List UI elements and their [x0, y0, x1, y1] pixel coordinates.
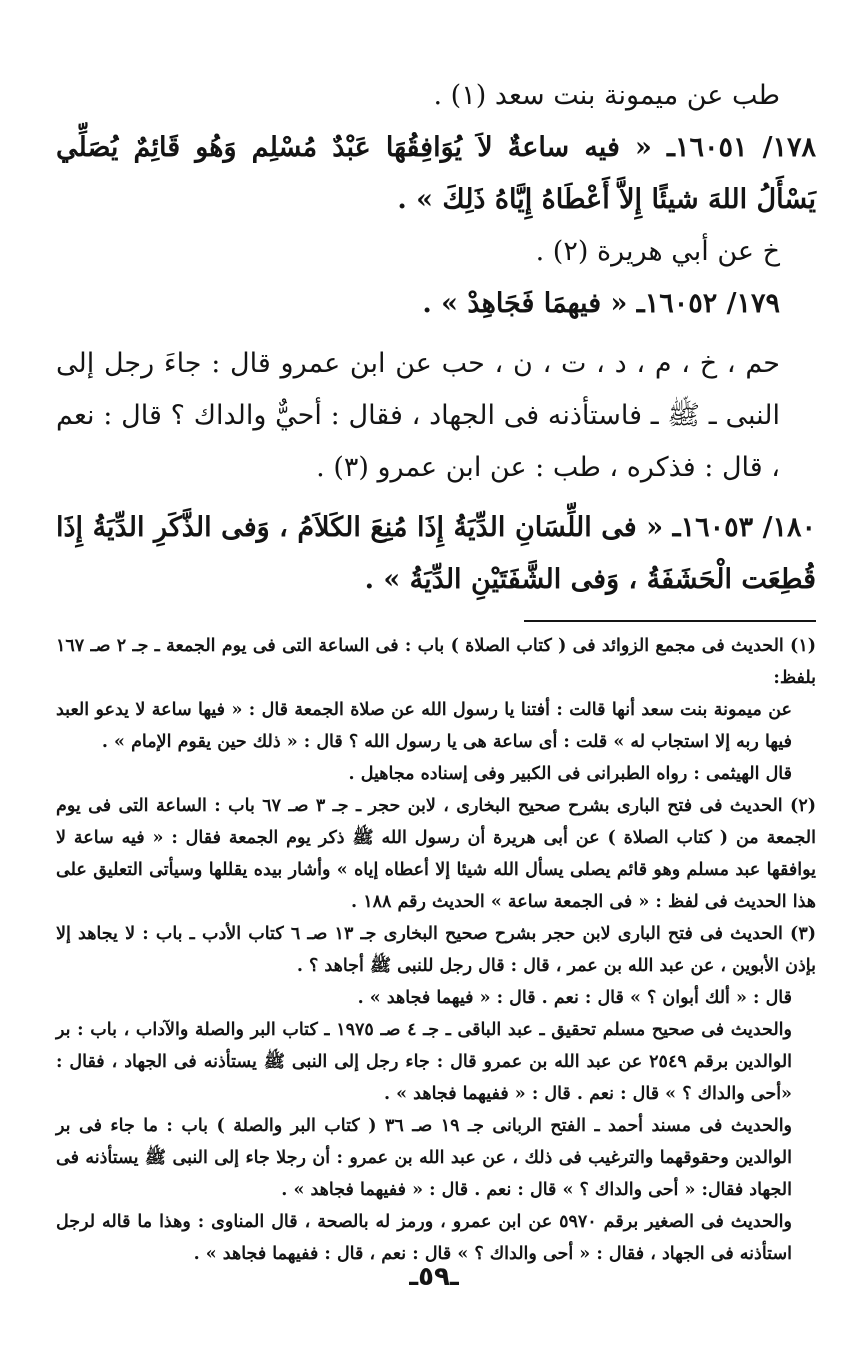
hadith-179: ١٧٩/ ١٦٠٥٢ـ « فيهمَا فَجَاهِدْ » . [422, 288, 780, 319]
source-line: حم ، خ ، م ، د ، ت ، ن ، حب عن ابن عمرو قال : جاءَ رجل إلى النبى ـ ﷺ ـ فاستأذنه فى الجهاد ، فقال : أحيٌّ والداك ؟ قال : نعم ، قال : فذكره ، طب : عن ابن عمرو (٣) . [56, 348, 780, 483]
source-line: طب عن ميمونة بنت سعد (١) . [433, 80, 780, 111]
hadith-178: ١٧٨/ ١٦٠٥١ـ « فيه ساعةٌ لاَ يُوَافِقُهَا عَبْدٌ مُسْلِم وَهُو قَائِمٌ يُصَلِّي يَسْأَلُ اللهَ شيئًا إِلاَّ أَعْطَاهُ إِيَّاهُ ذَلِكَ » . [56, 132, 816, 215]
footnote-text: قال : « ألك أبوان ؟ » قال : نعم . قال : « فيهما فجاهد » . [357, 988, 792, 1008]
footnote-text: عن ميمونة بنت سعد أنها قالت : أفتنا يا رسول الله عن صلاة الجمعة قال : « فيها ساعة لا يدعو العبد فيها ربه إلا استجاب له » قلت : أى ساعة هى يا رسول الله ؟ قال : « ذلك حين يقوم الإمام » . [56, 700, 792, 752]
main-text [56, 70, 816, 606]
footnote-separator [524, 620, 816, 622]
hadith-180: ١٨٠/ ١٦٠٥٣ـ « فى اللِّسَانِ الدِّيَةُ إِذَا مُنِعَ الكَلاَمُ ، وَفى الذَّكَرِ الدِّيَةُ إِذَا قُطِعَت الْحَشَفَةُ ، وَفى الشَّفَتَيْنِ الدِّيَةُ » . [56, 512, 816, 595]
footnote-1 [56, 630, 816, 790]
footnote-text: (٣) الحديث فى فتح البارى لابن حجر بشرح صحيح البخارى جـ ١٣ صـ ٦ كتاب الأدب ـ باب : لا يجاهد إلا بإذن الأبوين ، عن عبد الله بن عمر ، قال : قال رجل للنبى ﷺ أجاهد ؟ . [56, 924, 816, 976]
footnotes [56, 630, 816, 1270]
source-line: خ عن أبي هريرة (٢) . [535, 236, 780, 267]
footnote-text: والحديث فى الصغير برقم ٥٩٧٠ عن ابن عمرو ، ورمز له بالصحة ، قال المناوى : وهذا ما قاله لرجل استأذنه فى الجهاد ، فقال : « أحى والداك ؟ » قال : نعم ، قال : ففيهما فجاهد » . [56, 1212, 792, 1264]
footnote-text: والحديث فى مسند أحمد ـ الفتح الربانى جـ ١٩ صـ ٣٦ ( كتاب البر والصلة ) باب : ما جاء فى بر الوالدين وحقوقهما والترغيب فى ذلك ، عن عبد الله بن عمرو : أن رجلا جاء إلى النبى ﷺ يستأذنه فى الجهاد فقال: « أحى والداك ؟ » قال : نعم . قال : « ففيهما فجاهد » . [56, 1116, 793, 1200]
page-number: ـ٥٩ـ [409, 1262, 459, 1292]
footnote-text: (١) الحديث فى مجمع الزوائد فى ( كتاب الصلاة ) باب : فى الساعة التى فى يوم الجمعة ـ جـ ٢ صـ ١٦٧ بلفظ: [56, 636, 817, 688]
footnote-text: والحديث فى صحيح مسلم تحقيق ـ عبد الباقى ـ جـ ٤ صـ ١٩٧٥ ـ كتاب البر والصلة والآداب ، باب : بر الوالدين برقم ٢٥٤٩ عن عبد الله بن عمرو قال : جاء رجل إلى النبى ﷺ يستأذنه فى الجهاد ، فقال : «أحى والداك ؟ » قال : نعم . قال : « ففيهما فجاهد » . [56, 1020, 793, 1104]
footnote-text: (٢) الحديث فى فتح البارى بشرح صحيح البخارى ، لابن حجر ـ جـ ٣ صـ ٦٧ باب : الساعة التى فى يوم الجمعة من ( كتاب الصلاة ) عن أبى هريرة أن رسول الله ﷺ ذكر يوم الجمعة فقال : « فيه ساعة لا يوافقها عبد مسلم وهو قائم يصلى يسأل الله شيئا إلا أعطاه إياه » وأشار بيده يقللها وسيأتى التعليق على هذا الحديث فى لفظ : « فى الجمعة ساعة » الحديث رقم ١٨٨ . [56, 796, 816, 912]
footnote-3 [56, 918, 816, 1270]
footnote-text: قال الهيثمى : رواه الطبرانى فى الكبير وفى إسناده مجاهيل . [348, 764, 792, 784]
footnote-2 [56, 790, 816, 918]
